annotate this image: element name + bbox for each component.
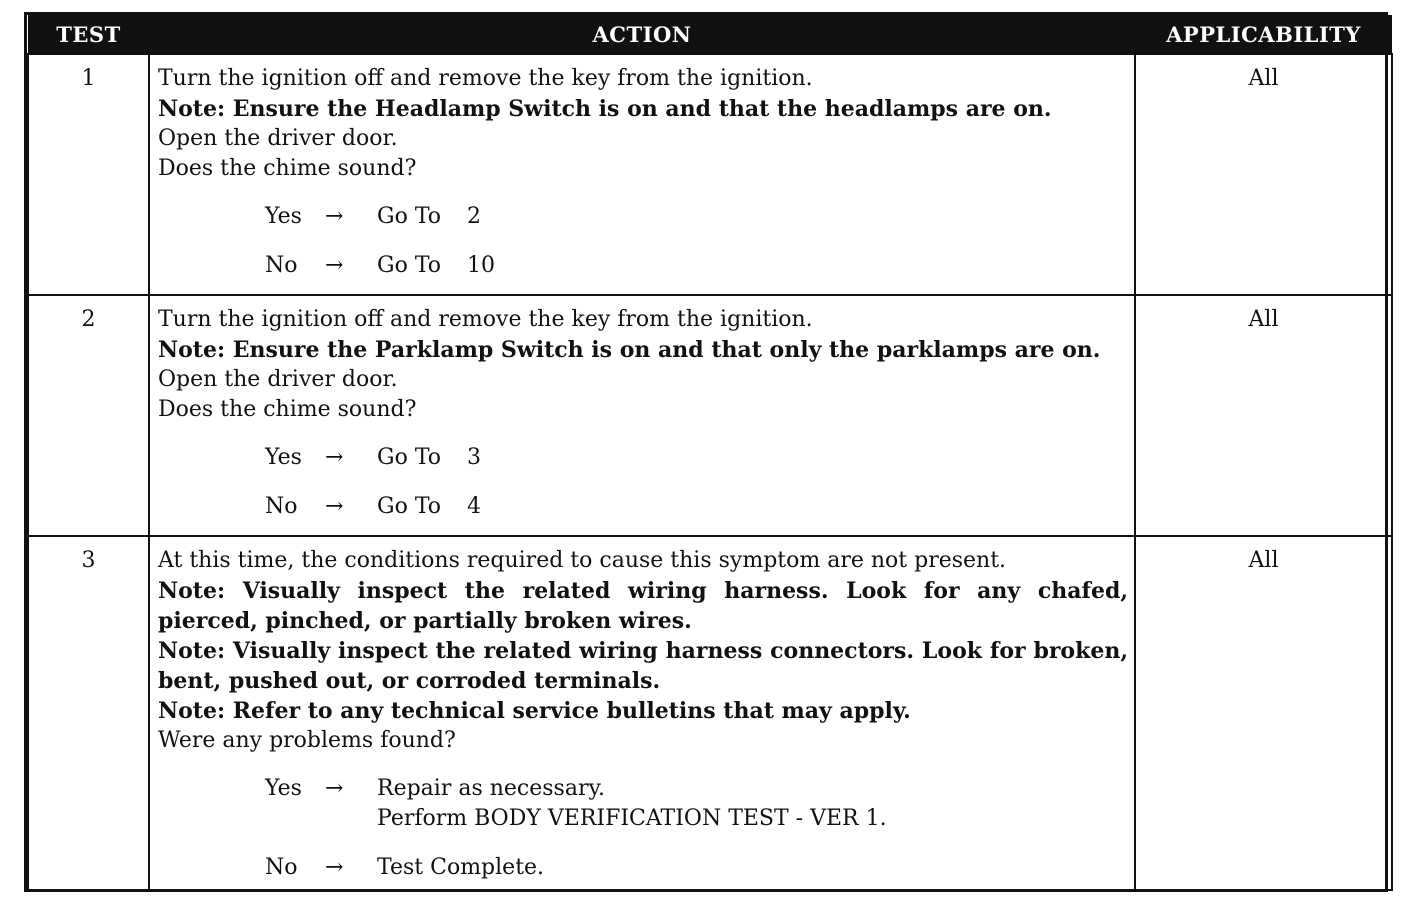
- right-arrow-icon: →: [325, 494, 344, 519]
- result-yes: [265, 774, 1128, 834]
- action-note: Note: Refer to any technical service bulletins that may apply.: [158, 698, 911, 724]
- result-no: [265, 492, 1128, 522]
- result-label: Yes: [265, 204, 302, 229]
- header-applicability: APPLICABILITY: [1135, 15, 1392, 54]
- right-arrow-icon: →: [325, 855, 344, 880]
- outcome-line: Repair as necessary.: [377, 776, 605, 801]
- result-label: No: [265, 855, 298, 880]
- action-cell: [149, 295, 1135, 536]
- result-yes: [265, 443, 1128, 473]
- right-arrow-icon: →: [325, 253, 344, 278]
- outcome-line: Test Complete.: [377, 855, 545, 880]
- goto-target: 4: [467, 494, 481, 519]
- goto-target: 10: [467, 253, 495, 278]
- result-yes: [265, 202, 1128, 232]
- applicability-value: All: [1135, 54, 1392, 295]
- result-no: [265, 853, 1128, 883]
- results-list: [265, 774, 1128, 883]
- test-number: 1: [28, 54, 149, 295]
- test-row-2: [28, 295, 1392, 536]
- action-line: At this time, the conditions required to cause this symptom are not present.: [158, 548, 1007, 573]
- test-row-1: [28, 54, 1392, 295]
- test-row-3: [28, 536, 1392, 890]
- action-line: Open the driver door.: [158, 126, 398, 151]
- goto-text: Go To: [377, 445, 442, 470]
- action-note: Note: Visually inspect the related wiring harness connectors. Look for broken, bent, pushed out, or corroded terminals.: [158, 638, 1128, 694]
- test-number: 2: [28, 295, 149, 536]
- action-question: Does the chime sound?: [158, 397, 417, 422]
- right-arrow-icon: →: [325, 776, 344, 801]
- goto-target: 3: [467, 445, 481, 470]
- action-cell: [149, 54, 1135, 295]
- applicability-value: All: [1135, 536, 1392, 890]
- result-label: Yes: [265, 776, 302, 801]
- action-line: Turn the ignition off and remove the key from the ignition.: [158, 66, 813, 91]
- result-outcome: [377, 853, 544, 883]
- goto-text: Go To: [377, 253, 442, 278]
- diagnostic-table: [27, 15, 1393, 891]
- action-note: Note: Visually inspect the related wiring harness. Look for any chafed, pierced, pinched, or partially broken wires.: [158, 578, 1128, 634]
- action-line: Open the driver door.: [158, 367, 398, 392]
- result-label: No: [265, 253, 298, 278]
- action-cell: [149, 536, 1135, 890]
- results-list: [265, 202, 1128, 281]
- applicability-value: All: [1135, 295, 1392, 536]
- header-row: [28, 15, 1392, 54]
- result-label: Yes: [265, 445, 302, 470]
- header-action: ACTION: [149, 15, 1135, 54]
- result-label: No: [265, 494, 298, 519]
- right-arrow-icon: →: [325, 204, 344, 229]
- action-question: Were any problems found?: [158, 728, 456, 753]
- results-list: [265, 443, 1128, 522]
- header-test: TEST: [28, 15, 149, 54]
- test-number: 3: [28, 536, 149, 890]
- goto-target: 2: [467, 204, 481, 229]
- action-question: Does the chime sound?: [158, 156, 417, 181]
- goto-text: Go To: [377, 494, 442, 519]
- goto-text: Go To: [377, 204, 442, 229]
- action-line: Turn the ignition off and remove the key from the ignition.: [158, 307, 813, 332]
- result-outcome: [377, 774, 887, 834]
- action-note: Note: Ensure the Parklamp Switch is on and that only the parklamps are on.: [158, 337, 1101, 363]
- diagnostic-table-container: [24, 12, 1388, 892]
- outcome-line: Perform BODY VERIFICATION TEST - VER 1.: [377, 806, 887, 831]
- right-arrow-icon: →: [325, 445, 344, 470]
- result-no: [265, 251, 1128, 281]
- action-note: Note: Ensure the Headlamp Switch is on and that the headlamps are on.: [158, 96, 1052, 122]
